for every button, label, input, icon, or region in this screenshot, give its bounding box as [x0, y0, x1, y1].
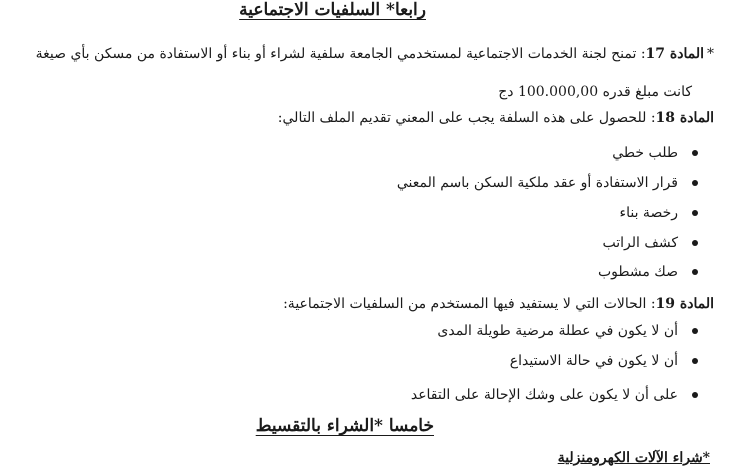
list-item-text: كشف الراتب [602, 235, 678, 251]
section-5-title: خامسا *الشراء بالتقسيط [255, 416, 434, 436]
list-item-text: رخصة بناء [619, 205, 678, 221]
article-18-label: المادة 18 [655, 110, 714, 126]
list-item-text: طلب خطي [612, 145, 678, 161]
bullet-dot-icon [692, 358, 698, 364]
list-item [602, 233, 698, 253]
section-4-title: رابعا* السلفيات الاجتماعية [239, 0, 426, 20]
bullet-dot-icon [692, 392, 698, 398]
list-item-text: على أن لا يكون على وشك الإحالة على التقاعد [410, 387, 678, 403]
article-19-line [283, 294, 714, 314]
list-item [510, 351, 698, 371]
bullet-dot-icon [692, 210, 698, 216]
subsection-title: *شراء الآلات الكهرومنزلية [557, 450, 710, 466]
list-item-text: أن لا يكون في عطلة مرضية طويلة المدى [437, 323, 678, 339]
article-19-label: المادة 19 [655, 296, 714, 312]
article-19-text: : الحالات التي لا يستفيد فيها المستخدم من السلفيات الاجتماعية: [283, 296, 656, 312]
list-item [397, 173, 698, 193]
bullet-dot-icon [692, 269, 698, 275]
article-17-text-line-1: : تمنح لجنة الخدمات الاجتماعية لمستخدمي الجامعة سلفية لشراء أو بناء أو الاستفادة من مسكن بأي صيغة [35, 46, 646, 62]
list-item [612, 143, 698, 163]
list-item-text: قرار الاستفادة أو عقد ملكية السكن باسم المعني [396, 175, 678, 191]
article-17-text-line-2: كانت مبلغ قدره 100.000,00 دج [498, 84, 692, 100]
bullet-dot-icon [692, 180, 698, 186]
article-18-line [278, 108, 714, 128]
list-item [437, 321, 698, 341]
list-item [598, 262, 698, 282]
article-17-label: المادة 17 [645, 46, 704, 62]
bullet-dot-icon [692, 328, 698, 334]
article-17-line-2 [498, 82, 692, 102]
list-item-text: أن لا يكون في حالة الاستيداع [509, 353, 678, 369]
list-item [411, 385, 698, 405]
list-item [620, 203, 698, 223]
article-18-text: : للحصول على هذه السلفة يجب على المعني تقديم الملف التالي: [277, 110, 656, 126]
bullet-dot-icon [692, 240, 698, 246]
article-17-star: * [707, 46, 714, 62]
bullet-dot-icon [692, 150, 698, 156]
list-item-text: صك مشطوب [597, 264, 678, 280]
article-17-line-1 [36, 44, 714, 64]
